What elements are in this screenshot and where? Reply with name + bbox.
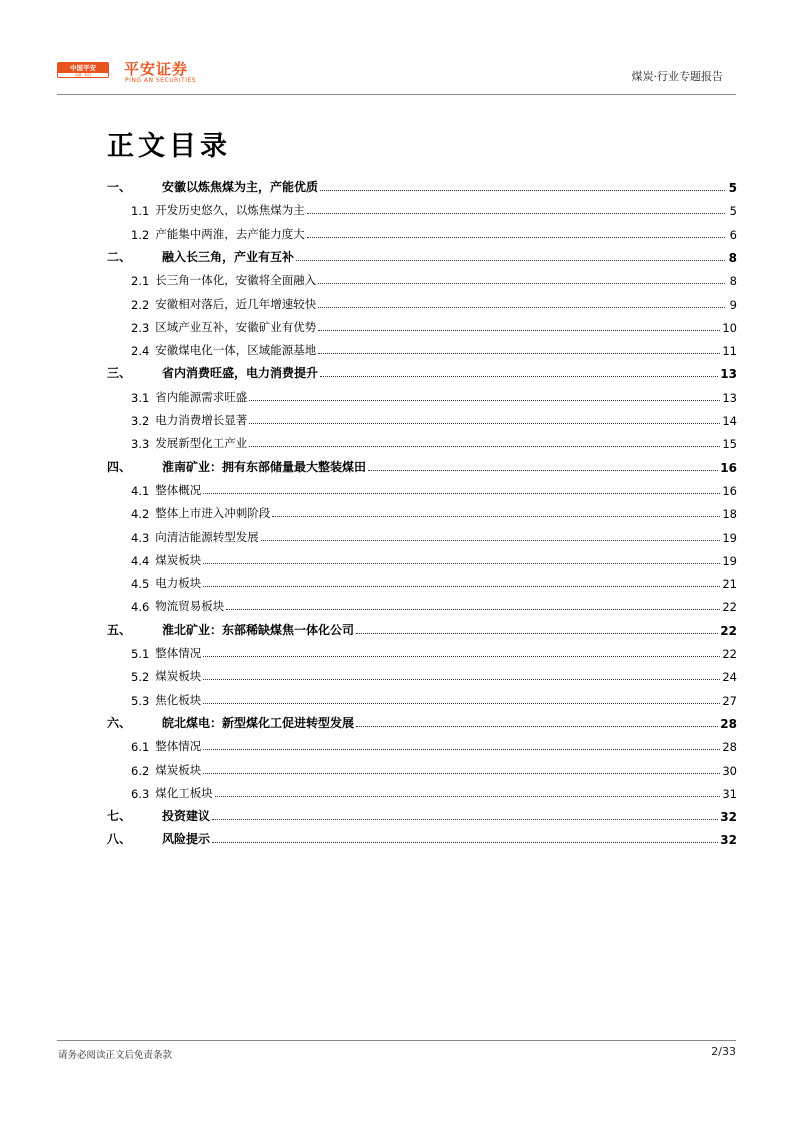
toc-dot-leader <box>212 842 718 843</box>
toc-chapter-number: 七、 <box>107 809 132 824</box>
toc-entry[interactable] <box>107 478 737 498</box>
toc-entry[interactable] <box>107 571 737 591</box>
toc-dot-leader <box>320 376 718 377</box>
toc-page-number: 19 <box>722 553 737 568</box>
toc-entry[interactable] <box>107 361 737 381</box>
toc-page-number: 22 <box>722 600 737 615</box>
toc-dot-leader <box>307 213 725 214</box>
toc-dot-leader <box>203 773 720 774</box>
toc-dot-leader <box>215 796 721 797</box>
toc-page-number: 32 <box>720 833 737 848</box>
toc-page-number: 19 <box>722 530 737 545</box>
toc-page-number: 6 <box>729 227 737 242</box>
toc-entry-title: 淮南矿业：拥有东部储量最大整装煤田 <box>162 459 367 474</box>
toc-entry-title: 整体情况 <box>155 739 202 754</box>
toc-entry-title: 长三角一体化，安徽将全面融入 <box>155 273 317 288</box>
toc-entry-title: 区域产业互补，安徽矿业有优势 <box>155 319 317 334</box>
toc-entry[interactable] <box>107 641 737 661</box>
page-header <box>0 0 793 100</box>
toc-entry[interactable] <box>107 338 737 358</box>
toc-entry-title: 煤炭板块 <box>155 669 202 684</box>
toc-entry[interactable] <box>107 781 737 801</box>
toc-dot-leader <box>203 656 720 657</box>
toc-dot-leader <box>212 819 718 820</box>
toc-entry[interactable] <box>107 525 737 545</box>
toc-entry-title: 省内能源需求旺盛 <box>155 389 248 404</box>
toc-dot-leader <box>318 307 725 308</box>
toc-entry[interactable] <box>107 175 737 195</box>
toc-page-number: 5 <box>728 181 737 195</box>
toc-entry[interactable] <box>107 315 737 335</box>
toc-section-number: 6.3 <box>131 786 150 801</box>
toc-chapter-number: 二、 <box>107 249 132 264</box>
toc-entry-title: 整体概况 <box>155 482 202 497</box>
toc-entry-title: 整体情况 <box>155 646 202 660</box>
pingan-logo-icon <box>57 62 109 78</box>
toc-entry-title: 向清洁能源转型发展 <box>155 529 259 544</box>
toc-entry-title: 电力板块 <box>155 576 202 591</box>
page-title: 正文目录 <box>107 131 231 162</box>
toc-entry[interactable] <box>107 548 737 568</box>
toc-section-number: 2.4 <box>131 344 150 359</box>
toc-dot-leader <box>203 703 720 704</box>
toc-entry[interactable] <box>107 734 737 754</box>
toc-page-number: 14 <box>722 414 737 428</box>
toc-entry-title: 融入长三角，产业有互补 <box>162 249 295 264</box>
toc-dot-leader <box>249 446 720 447</box>
report-type-title: 煤炭·行业专题报告 <box>631 70 723 83</box>
toc-dot-leader <box>249 400 720 401</box>
toc-dot-leader <box>203 749 720 750</box>
toc-entry-title: 淮北矿业：东部稀缺煤焦一体化公司 <box>162 622 355 637</box>
toc-dot-leader <box>203 586 720 587</box>
toc-chapter-number: 五、 <box>107 622 132 637</box>
footer-divider <box>57 1040 736 1041</box>
toc-entry[interactable] <box>107 711 737 731</box>
toc-entry-title: 风险提示 <box>162 832 211 847</box>
toc-section-number: 6.2 <box>131 763 150 778</box>
toc-section-number: 3.2 <box>131 414 150 428</box>
toc-entry-title: 安徽相对落后，近几年增速较快 <box>155 296 317 311</box>
toc-chapter-number: 三、 <box>107 366 132 381</box>
toc-dot-leader <box>368 470 718 471</box>
toc-section-number: 2.2 <box>131 297 150 312</box>
toc-entry[interactable] <box>107 222 737 242</box>
toc-section-number: 4.4 <box>131 553 150 568</box>
toc-entry[interactable] <box>107 688 737 708</box>
toc-page-number: 31 <box>722 786 737 801</box>
toc-section-number: 4.5 <box>131 577 150 592</box>
toc-entry-title: 产能集中两淮，去产能力度大 <box>155 226 305 241</box>
toc-page-number: 5 <box>729 204 737 219</box>
toc-dot-leader <box>307 237 725 238</box>
toc-dot-leader <box>356 726 718 727</box>
toc-page-number: 16 <box>720 460 737 475</box>
toc-entry-title: 电力消费增长显著 <box>155 413 248 427</box>
toc-entry[interactable] <box>107 431 737 451</box>
toc-entry-title: 投资建议 <box>162 809 211 824</box>
toc-entry-title: 整体上市进入冲刺阶段 <box>155 506 271 521</box>
toc-dot-leader <box>226 609 720 610</box>
toc-page-number: 28 <box>720 716 737 731</box>
toc-page-number: 24 <box>722 670 737 685</box>
toc-section-number: 5.3 <box>131 693 150 708</box>
toc-page-number: 27 <box>722 693 737 708</box>
toc-page-number: 8 <box>728 250 737 265</box>
toc-entry[interactable] <box>107 408 737 428</box>
toc-entry[interactable] <box>107 501 737 521</box>
toc-page-number: 16 <box>722 483 737 498</box>
toc-section-number: 3.3 <box>131 437 150 452</box>
page-number: 2/33 <box>711 1045 736 1058</box>
toc-chapter-number: 四、 <box>107 459 132 474</box>
toc-dot-leader <box>261 540 721 541</box>
toc-entry-title: 煤化工板块 <box>155 785 213 800</box>
toc-entry-title: 煤炭板块 <box>155 762 202 777</box>
toc-section-number: 2.1 <box>131 274 150 289</box>
toc-dot-leader <box>320 190 725 191</box>
toc-dot-leader <box>272 516 720 517</box>
toc-section-number: 4.2 <box>131 507 150 522</box>
toc-page-number: 22 <box>722 647 737 661</box>
toc-page-number: 30 <box>722 763 737 778</box>
toc-dot-leader <box>249 423 720 424</box>
toc-page-number: 21 <box>722 577 737 592</box>
toc-dot-leader <box>318 283 725 284</box>
toc-entry-title: 皖北煤电：新型煤化工促进转型发展 <box>162 715 355 730</box>
toc-entry[interactable] <box>107 758 737 778</box>
toc-entry[interactable] <box>107 804 737 824</box>
disclaimer-note: 请务必阅读正文后免责条款 <box>58 1050 173 1061</box>
toc-entry-title: 煤炭板块 <box>155 552 202 567</box>
toc-entry[interactable] <box>107 594 737 614</box>
toc-dot-leader <box>318 353 720 354</box>
toc-page-number: 13 <box>720 367 737 382</box>
toc-entry-title: 焦化板块 <box>155 692 202 707</box>
toc-entry[interactable] <box>107 664 737 684</box>
toc-page-number: 10 <box>722 320 737 335</box>
toc-dot-leader <box>203 493 720 494</box>
toc-entry-title: 物流贸易板块 <box>155 599 225 614</box>
toc-section-number: 6.1 <box>131 740 150 755</box>
toc-entry[interactable] <box>107 268 737 288</box>
toc-chapter-number: 一、 <box>107 180 132 194</box>
logo-brand-en: PING AN SECURITIES <box>125 77 197 84</box>
toc-entry-title: 安徽以炼焦煤为主，产能优质 <box>162 180 319 194</box>
toc-chapter-number: 六、 <box>107 715 132 730</box>
toc-entry[interactable] <box>107 827 737 847</box>
toc-dot-leader <box>318 330 720 331</box>
toc-dot-leader <box>203 679 720 680</box>
toc-entry[interactable] <box>107 385 737 405</box>
toc-page-number: 9 <box>729 297 737 312</box>
logo-box-top-text: 中国平安 <box>58 63 108 73</box>
toc-dot-leader <box>203 563 720 564</box>
toc-page-number: 18 <box>722 507 737 522</box>
toc-page-number: 32 <box>720 810 737 825</box>
toc-page-number: 13 <box>722 390 737 405</box>
toc-section-number: 5.2 <box>131 670 150 685</box>
toc-page-number: 22 <box>720 623 737 638</box>
toc-dot-leader <box>296 260 725 261</box>
toc-page-number: 28 <box>722 740 737 755</box>
toc-page-number: 11 <box>722 344 737 359</box>
toc-section-number: 4.3 <box>131 530 150 545</box>
toc-entry-title: 安徽煤电化一体，区域能源基地 <box>155 343 317 358</box>
toc-entry[interactable] <box>107 455 737 475</box>
toc-section-number: 4.6 <box>131 600 150 615</box>
toc-page-number: 15 <box>722 437 737 452</box>
toc-section-number: 2.3 <box>131 320 150 335</box>
toc-section-number: 3.1 <box>131 390 150 405</box>
toc-entry-title: 发展新型化工产业 <box>155 436 248 451</box>
toc-entry-title: 省内消费旺盛，电力消费提升 <box>162 366 319 381</box>
toc-section-number: 5.1 <box>131 647 150 661</box>
toc-entry[interactable] <box>107 292 737 312</box>
toc-page-number: 8 <box>729 274 737 289</box>
toc-section-number: 1.1 <box>131 204 150 219</box>
toc-section-number: 4.1 <box>131 483 150 498</box>
toc-section-number: 1.2 <box>131 227 150 242</box>
toc-entry[interactable] <box>107 245 737 265</box>
logo-box-bottom-text: 金融 · 科技 <box>74 73 92 77</box>
toc-entry[interactable] <box>107 618 737 638</box>
toc-entry[interactable] <box>107 198 737 218</box>
toc-dot-leader <box>356 633 718 634</box>
header-divider <box>57 94 736 95</box>
toc-entry-title: 开发历史悠久，以炼焦煤为主 <box>155 203 305 218</box>
logo-brand-cn: 平安证券 <box>124 60 189 78</box>
toc-chapter-number: 八、 <box>107 832 132 847</box>
